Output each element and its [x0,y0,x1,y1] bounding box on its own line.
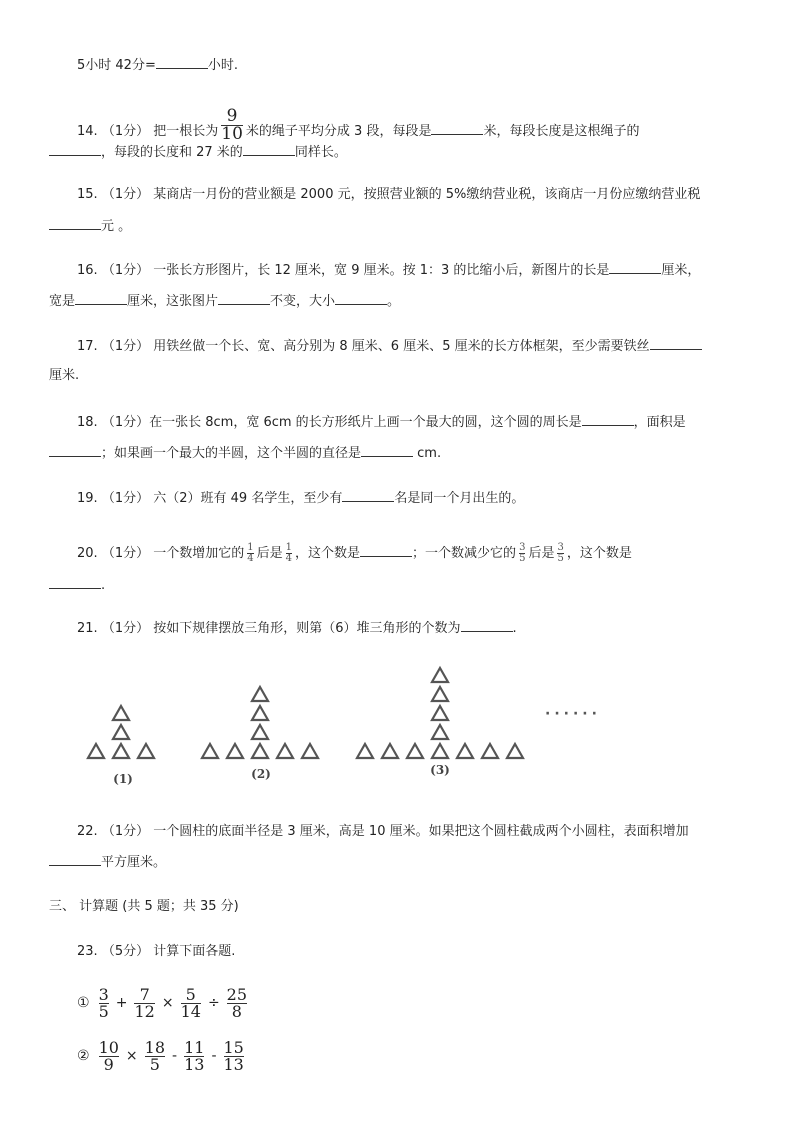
text: 用铁丝做一个长、宽、高分别为 8 厘米、6 厘米、5 厘米的长方体框架，至少需要铁丝 [153,339,650,354]
fraction: $\frac{3}{5}$ [557,542,564,564]
text: 5小时 42分= [77,58,156,73]
text: 。 [387,294,401,309]
question-23 [77,943,235,961]
triangle-shape [113,706,129,720]
fraction: $\frac{1}{4}$ [247,542,254,564]
continuation-dots: ······ [545,706,601,722]
text: 米，每段长度是这根绳子的 [483,124,640,139]
text: ，每段的长度和 27 米的 [101,145,243,160]
triangle-shape [88,744,104,758]
q-score: （1分） [101,415,150,430]
text: ，这个数是 [295,546,361,561]
triangle-shape [252,687,268,701]
q-number: 23. [77,944,98,959]
q-score: （1分） [101,546,150,561]
fraction: $\frac{3}{5}$ [519,542,526,564]
fraction: $\frac{25}{8}$ [226,985,248,1021]
triangle-shape [252,706,268,720]
q-score: （1分） [101,824,150,839]
text: 某商店一月份的营业额是 2000 元，按照营业额的 5%缴纳营业税，该商店一月份应缴纳营业税 [153,187,701,202]
text: cm. [413,446,442,461]
text: 米的绳子平均分成 3 段，每段是 [245,124,432,139]
text: ；一个数减少它的 [412,546,517,561]
triangle-shape [277,744,293,758]
operator: × [161,995,174,1011]
text: ；如果画一个最大的半圆，这个半圆的直径是 [101,446,362,461]
text: 厘米，这张图片 [127,294,219,309]
fraction: $\frac{5}{14}$ [180,985,201,1021]
text: 后是 [528,546,555,561]
triangle-shape [432,725,448,739]
q-number: 18. [77,415,98,430]
text: 厘米， [661,263,701,278]
triangle-shape [252,744,268,758]
figure-label: (1) [113,772,133,786]
fraction: $\frac{9}{10}$ [221,106,243,144]
text: 按如下规律摆放三角形，则第（6）堆三角形的个数为 [153,621,461,636]
fraction: $\frac{10}{9}$ [98,1038,119,1074]
operator: × [125,1048,138,1064]
triangle-shape [457,744,473,758]
q-number: 21. [77,621,98,636]
fraction: $\frac{11}{13}$ [184,1038,205,1074]
q-number: 14. [77,124,98,139]
text: 一个数增加它的 [153,546,245,561]
question-22 [77,823,689,841]
triangle-shape [252,725,268,739]
q-score: （5分） [101,944,150,959]
text: 计算下面各题. [153,944,236,959]
q-number: 22. [77,824,98,839]
text: 一个圆柱的底面半径是 3 厘米，高是 10 厘米。如果把这个圆柱截成两个小圆柱，表面积增加 [153,824,689,839]
operator: + [115,995,128,1011]
q-number: 19. [77,491,98,506]
figure-label: (3) [430,763,450,777]
triangle-shape [507,744,523,758]
expression-2 [77,1038,247,1075]
text: 在一张长 8cm，宽 6cm 的长方形纸片上画一个最大的圆，这个圆的周长是 [149,415,582,430]
q-score: （1分） [101,491,150,506]
text: 后是 [256,546,283,561]
text: 厘米. [49,368,80,383]
text: 名是同一个月出生的。 [394,491,525,506]
q-score: （1分） [101,263,150,278]
triangle-shape [202,744,218,758]
q-number: 20. [77,546,98,561]
fraction: $\frac{15}{13}$ [223,1038,244,1074]
text: ，这个数是 [566,546,632,561]
triangle-shape [138,744,154,758]
text: 一张长方形图片，长 12 厘米，宽 9 厘米。按 1：3 的比缩小后，新图片的长是 [153,263,610,278]
q-number: 17. [77,339,98,354]
text: 小时. [207,58,238,73]
q-score: （1分） [101,621,150,636]
text: . [512,621,517,636]
triangle-shape [407,744,423,758]
operator: - [211,1048,217,1064]
figure-label: (2) [251,767,271,781]
triangle-shape [227,744,243,758]
text: 把一根长为 [153,124,219,139]
triangle-shape [113,725,129,739]
section-title: 三、 计算题 (共 5 题；共 35 分) [49,899,239,914]
fraction: $\frac{7}{12}$ [134,985,155,1021]
triangle-shape [113,744,129,758]
q-number: 16. [77,263,98,278]
triangle-shape [432,706,448,720]
text: 平方厘米。 [101,855,167,870]
text: 六（2）班有 49 名学生，至少有 [153,491,343,506]
triangle-shape [357,744,373,758]
text: 同样长。 [294,145,347,160]
operator: ÷ [207,995,220,1011]
fraction: $\frac{3}{5}$ [98,985,109,1021]
q-score: （1分） [101,124,150,139]
operator: - [172,1048,178,1064]
q-score: （1分） [101,187,150,202]
answer-blank[interactable] [49,853,101,866]
triangle-shape [482,744,498,758]
text: ，面积是 [633,415,686,430]
text: . [101,578,106,593]
triangle-shape [382,744,398,758]
triangle-shape [302,744,318,758]
q-score: （1分） [101,339,150,354]
text: 宽是 [49,294,76,309]
text: 不变，大小 [270,294,336,309]
section-heading [49,898,239,916]
fraction: $\frac{18}{5}$ [144,1038,166,1074]
q-number: 15. [77,187,98,202]
item-marker: ① [77,995,90,1011]
triangle-shape [432,687,448,701]
triangle-shape [432,744,448,758]
triangle-shape [432,668,448,682]
text: 元 。 [101,219,132,234]
item-marker: ② [77,1048,90,1064]
fraction: $\frac{1}{4}$ [285,542,293,564]
question-22-cont [49,853,166,872]
expression-1 [77,985,250,1022]
